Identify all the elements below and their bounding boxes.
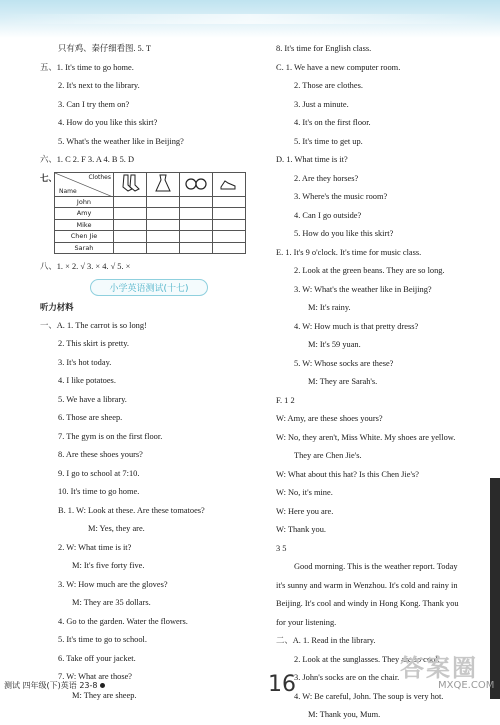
right-listening-line: M: They are Sarah's. (308, 377, 378, 386)
right-listening-line: 8. It's time for English class. (276, 44, 372, 53)
left-answer-line: 4. How do you like this skirt? (58, 118, 158, 127)
right-listening-line: 3 5 (276, 543, 287, 553)
right-listening-line: 3. Just a minute. (294, 99, 349, 109)
table-cell (213, 242, 246, 254)
right-listening-line: They are Chen Jie's. (294, 451, 362, 460)
table-cell (114, 231, 147, 243)
table-cell (147, 219, 180, 231)
right-listening-line: W: Amy, are these shoes yours? (276, 414, 383, 423)
footer-text (4, 680, 105, 691)
left-listening-line: 7. The gym is on the first floor. (58, 431, 163, 441)
left-listening-line: M: They are sheep. (72, 690, 137, 700)
left-listening-line: M: Yes, they are. (88, 524, 145, 533)
watermark-top: 答案圈 (400, 654, 478, 682)
left-listening-line: 2. This skirt is pretty. (58, 339, 129, 348)
table-cell (180, 242, 213, 254)
right-listening-line: 5. How do you like this skirt? (294, 229, 394, 238)
table-cell (114, 208, 147, 220)
page-number: 16 (268, 672, 296, 697)
right-listening-line: it's sunny and warm in Wenzhou. It's cold and rainy in (276, 580, 458, 590)
table-cell (114, 219, 147, 231)
right-listening-line: W: No, it's mine. (276, 488, 333, 497)
table-cell (213, 196, 246, 208)
right-listening-line: D. 1. What time is it? (276, 155, 348, 164)
table-cell (147, 196, 180, 208)
left-listening-line: 10. It's time to go home. (58, 487, 140, 496)
left-listening-line: 3. It's hot today. (58, 357, 112, 367)
right-listening-line: M: It's 59 yuan. (308, 340, 361, 349)
table-cell (213, 219, 246, 231)
glasses-icon (184, 173, 208, 193)
left-answer-line: 3. Can I try them on? (58, 99, 130, 109)
table-row (55, 219, 246, 231)
right-listening-line: 3. W: What's the weather like in Beijing? (294, 284, 432, 294)
right-listening-line: F. 1 2 (276, 395, 295, 405)
answer-line-8: 八、1. × 2. √ 3. × 4. √ 5. × (40, 261, 131, 271)
top-decorative-band (0, 0, 500, 38)
right-listening-line: Good morning. This is the weather report. Today (294, 562, 458, 571)
table-label: 七、 (40, 173, 57, 183)
right-listening-line: M: Thank you, Mum. (308, 710, 381, 719)
table-cell (147, 231, 180, 243)
right-listening-line: 2. Those are clothes. (294, 81, 363, 90)
right-column (276, 40, 488, 725)
socks-icon (118, 173, 142, 193)
test-banner-wrap (40, 276, 258, 298)
glasses-icon-cell (180, 172, 213, 196)
right-listening-line: 4. Can I go outside? (294, 210, 362, 220)
table-cell (114, 242, 147, 254)
dress-icon-cell (147, 172, 180, 196)
table-row (55, 242, 246, 254)
left-listening-line: 5. We have a library. (58, 394, 127, 404)
left-listening-line: 9. I go to school at 7:10. (58, 468, 140, 478)
right-listening-line: Beijing. It's cool and windy in Hong Kong. Thank you (276, 599, 459, 608)
watermark-bottom: MXQE.COM (438, 680, 495, 691)
left-answer-line: 2. It's next to the library. (58, 81, 140, 90)
left-answer-line: 5. What's the weather like in Beijing? (58, 136, 184, 146)
left-listening-line: 8. Are these shoes yours? (58, 450, 143, 459)
right-listening-line: W: Thank you. (276, 525, 327, 534)
table-corner (55, 172, 114, 196)
left-answer-line: 六、1. C 2. F 3. A 4. B 5. D (40, 155, 135, 164)
left-listening-line: 6. Take off your jacket. (58, 653, 136, 663)
table-cell (213, 231, 246, 243)
table-row-name: Chen Jie (55, 231, 114, 243)
table-cell (147, 208, 180, 220)
right-listening-line: 5. W: Whose socks are these? (294, 358, 394, 368)
right-listening-line: 4. W: How much is that pretty dress? (294, 321, 419, 331)
table-cell (147, 242, 180, 254)
right-listening-line: 2. Are they horses? (294, 173, 359, 183)
right-listening-line: E. 1. It's 9 o'clock. It's time for music class. (276, 247, 422, 257)
right-listening-line: C. 1. We have a new computer room. (276, 62, 401, 72)
right-listening-line: 二、A. 1. Read in the library. (276, 636, 376, 645)
footer-dot-icon (100, 683, 105, 688)
watermark-logo (398, 648, 498, 696)
table-row-name: Mike (55, 219, 114, 231)
right-listening-line: W: Here you are. (276, 506, 334, 516)
corner-name-label: Name (59, 187, 77, 195)
right-listening-line: 4. W: Be careful, John. The soup is very hot. (294, 691, 444, 701)
table-row (55, 231, 246, 243)
table-row (55, 196, 246, 208)
table-row-name: Amy (55, 208, 114, 220)
left-listening-line: M: They are 35 dollars. (72, 598, 151, 607)
table-row (55, 208, 246, 220)
table-cell (180, 231, 213, 243)
left-listening-line: 6. Those are sheep. (58, 413, 123, 422)
shoes-icon-cell (213, 172, 246, 196)
listening-title: 听力材料 (40, 302, 74, 312)
clothes-table (54, 172, 246, 255)
table-cell (114, 196, 147, 208)
left-listening-line: 7. W: What are those? (58, 672, 133, 681)
left-listening-line: M: It's five forty five. (72, 561, 145, 570)
right-listening-line: 2. Look at the green beans. They are so long. (294, 266, 445, 275)
table-cell (213, 208, 246, 220)
right-listening-line: 3. John's socks are on the chair. (294, 673, 400, 682)
left-listening-line: 2. W: What time is it? (58, 542, 132, 552)
table-block (40, 172, 258, 258)
test-banner: 小学英语测试(十七) (90, 279, 207, 296)
right-listening-line: W: No, they aren't, Miss White. My shoes are yellow. (276, 432, 456, 442)
table-row-name: John (55, 196, 114, 208)
left-listening-line: 一、A. 1. The carrot is so long! (40, 320, 147, 330)
table-cell (180, 219, 213, 231)
right-listening-line: 4. It's on the first floor. (294, 118, 371, 127)
right-listening-line: for your listening. (276, 617, 337, 627)
table-row-name: Sarah (55, 242, 114, 254)
right-listening-line: 2. Look at the sunglasses. They are so cool. (294, 654, 440, 664)
shoes-icon (217, 173, 241, 193)
table-cell (180, 208, 213, 220)
left-listening-line: B. 1. W: Look at these. Are these tomatoes? (58, 505, 205, 515)
table-cell (180, 196, 213, 208)
left-listening-line: 4. Go to the garden. Water the flowers. (58, 616, 188, 626)
corner-clothes-label: Clothes (88, 173, 111, 181)
left-answer-line: 只有鸡、秦仔细看图. 5. T (58, 44, 152, 53)
right-listening-line: 3. Where's the music room? (294, 192, 388, 201)
left-answer-line: 五、1. It's time to go home. (40, 62, 134, 72)
right-listening-line: M: It's rainy. (308, 303, 351, 312)
right-listening-line: 5. It's time to get up. (294, 136, 363, 146)
left-listening-line: 4. I like potatoes. (58, 376, 116, 385)
footer-label: 测试 四年级(下)英语 23-8 (4, 681, 98, 690)
dress-icon (151, 173, 175, 193)
left-listening-line: 3. W: How much are the gloves? (58, 579, 168, 589)
left-column (40, 40, 258, 705)
socks-icon-cell (114, 172, 147, 196)
left-listening-line: 5. It's time to go to school. (58, 635, 147, 644)
right-listening-line: W: What about this hat? Is this Chen Jie's? (276, 469, 419, 479)
